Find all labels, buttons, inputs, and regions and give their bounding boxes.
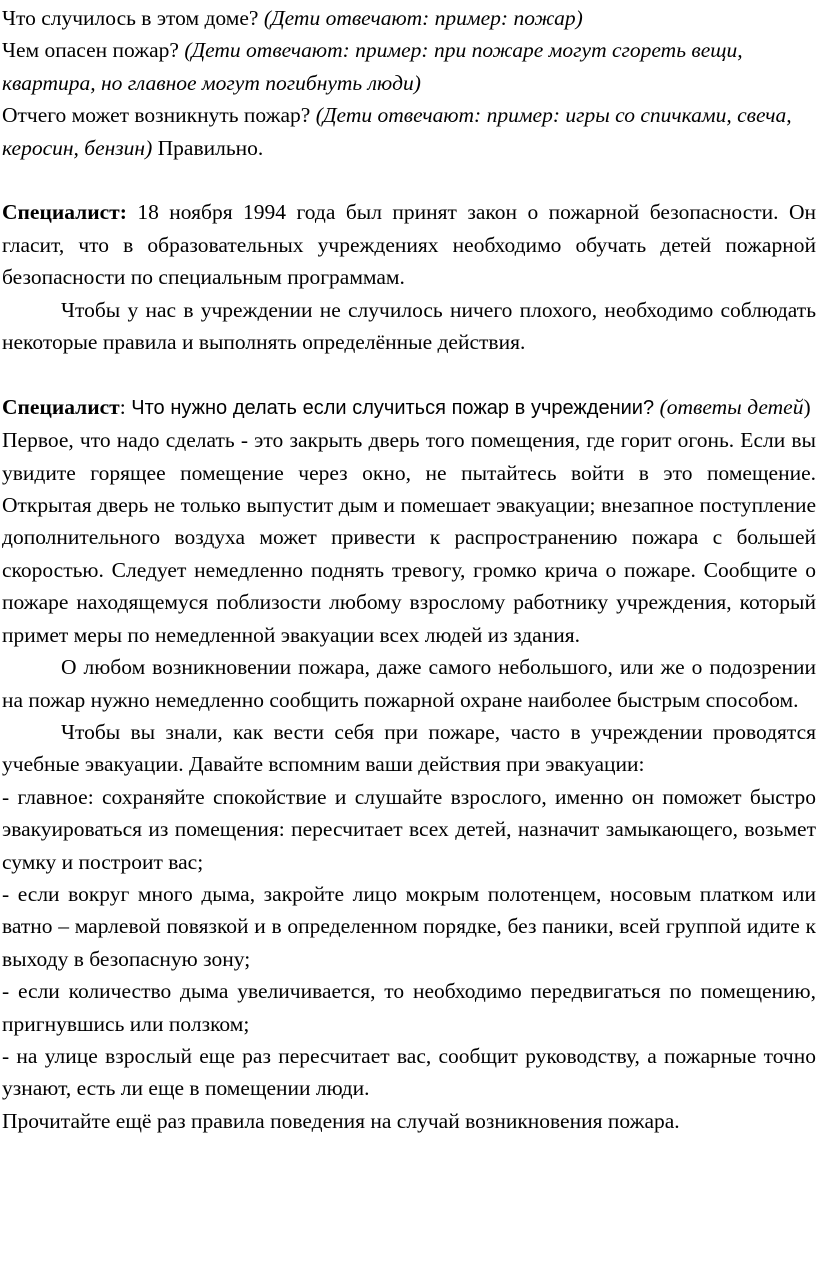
intro-question-3 <box>2 99 816 164</box>
question-text: Чем опасен пожар? <box>2 38 179 63</box>
list-item <box>2 878 816 975</box>
question-text: Что случилось в этом доме? <box>2 6 259 30</box>
paragraph-text: Чтобы вы знали, как вести себя при пожаре, часто в учреждении проводятся учебные эвакуации. Давайте вспомним ваши действия при эвакуации: <box>2 719 816 777</box>
children-answer: (ответы детей <box>659 394 804 419</box>
blank-line <box>2 358 816 390</box>
blank-line <box>2 164 816 196</box>
specialist-paragraph-3 <box>2 391 816 651</box>
children-answer: (Дети отвечают: пример: игры со спичками, свеча, керосин, бензин) <box>2 103 792 160</box>
speaker-label: Специалист: <box>2 200 127 225</box>
fire-report-paragraph <box>2 651 816 716</box>
list-item <box>2 1040 816 1105</box>
intro-question-1 <box>2 2 816 34</box>
colon: : <box>119 394 126 419</box>
answer-close: ) <box>803 394 811 419</box>
paragraph-text: Чтобы у нас в учреждении не случилось ничего плохого, необходимо соблюдать некоторые правила и выполнять определённые действия. <box>2 297 816 355</box>
paragraph-text: О любом возникновении пожара, даже самого небольшого, или же о подозрении на пожар нужно немедленно сообщить пожарной охране наиболее быстрым способом. <box>2 655 816 712</box>
list-item-text: - если вокруг много дыма, закройте лицо мокрым полотенцем, носовым платком или ватно – марлевой повязкой и в определенном порядке, без паники, всей группой идите к выходу в безопасную зону; <box>2 881 816 971</box>
children-answer: (Дети отвечают: пример: при пожаре могут сгореть вещи, квартира, но главное могут погибнуть люди) <box>2 38 743 95</box>
specialist-paragraph-2 <box>2 294 816 359</box>
intro-question-2 <box>2 34 816 99</box>
paragraph-text: Прочитайте ещё раз правила поведения на случай возникновения пожара. <box>2 1108 680 1133</box>
paragraph-text: 18 ноября 1994 года был принят закон о пожарной безопасности. Он гласит, что в образовательных учреждениях необходимо обучать детей пожарной безопасности по специальным программам. <box>2 200 816 290</box>
specialist-paragraph-1 <box>2 196 816 293</box>
question-text: Что нужно делать если случиться пожар в учреждении? <box>131 396 655 419</box>
speaker-label: Специалист <box>2 394 120 419</box>
children-answer: (Дети отвечают: пример: пожар) <box>263 6 583 30</box>
paragraph-text: Первое, что надо сделать - это закрыть дверь того помещения, где горит огонь. Если вы увидите горящее помещение через окно, не пытайтесь войти в это помещение. Открытая дверь не только выпустит дым и помешает эвакуации; внезапное поступление дополнительного воздуха может привести к распространению пожара с большей скоростью. Следует немедленно поднять тревогу, громко крича о пожаре. Сообщите о пожаре находящемуся поблизости любому взрослому работнику учреждения, который примет меры по немедленной эвакуации всех людей из здания. <box>2 428 816 647</box>
list-item-text: - если количество дыма увеличивается, то необходимо передвигаться по помещению, пригнувшись или ползком; <box>2 979 816 1036</box>
question-text: Отчего может возникнуть пожар? <box>2 103 311 128</box>
list-item <box>2 975 816 1040</box>
closing-paragraph <box>2 1105 816 1137</box>
list-item-text: - на улице взрослый еще раз пересчитает вас, сообщит руководству, а пожарные точно узнают, есть ли еще в помещении люди. <box>2 1043 816 1101</box>
evacuation-intro-paragraph <box>2 716 816 781</box>
list-item <box>2 781 816 878</box>
list-item-text: - главное: сохраняйте спокойствие и слушайте взрослого, именно он поможет быстро эвакуироваться из помещения: пересчитает всех детей, назначит замыкающего, возьмет сумку и построит вас; <box>2 784 816 874</box>
confirmation-text: Правильно. <box>157 135 264 160</box>
